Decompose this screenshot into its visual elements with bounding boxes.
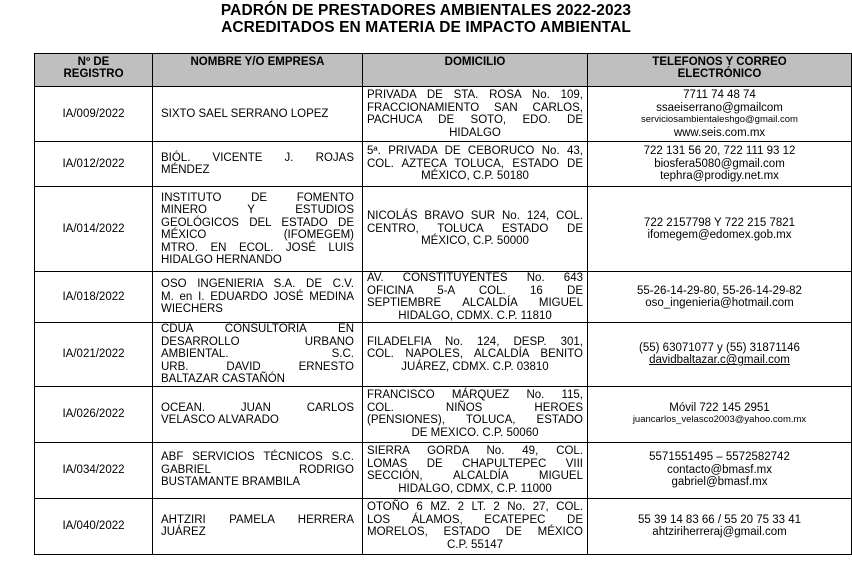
table-row [35,498,852,554]
page-title-line2: ACREDITADOS EN MATERIA DE IMPACTO AMBIENTAL [221,19,631,36]
domicilio-line: PACHUCA DE SOTO, EDO. DE [367,114,583,126]
phone-text: 7711 74 48 74 [683,89,756,101]
registro-cell: IA/014/2022 [35,187,153,272]
nombre-cell [153,87,363,142]
col-header-domicilio: DOMICILIO [363,54,588,87]
email-link[interactable]: biosfera5080@gmail.com [654,157,785,170]
nombre-line: OSO INGENIERIA S.A. DE C.V. [161,278,354,291]
domicilio-line: MORELOS, ESTADO DE MÉXICO [367,526,583,538]
phone-text: 5571551495 – 5572582742 [649,451,790,464]
registro-cell: IA/018/2022 [35,272,153,323]
phone-text: 722 131 56 20, 722 111 93 12 [643,145,796,158]
domicilio-line: 5ª. PRIVADA DE CEBORUCO No. 43, [367,145,583,158]
nombre-line: BALTAZAR CASTAÑÓN [161,373,285,385]
registro-cell: IA/040/2022 [35,498,153,554]
contacto-cell [588,323,852,387]
domicilio-line: JUÁREZ, CDMX. C.P. 03810 [401,360,549,373]
domicilio-line: CENTRO, TOLUCA ESTADO DE [367,222,583,235]
domicilio-line: HIDALGO [449,126,501,139]
nombre-cell [153,442,363,498]
nombre-line: URB. DAVID ERNESTO [161,360,354,373]
registry-table [34,53,852,555]
nombre-line: JUÁREZ [161,526,206,538]
domicilio-line: (PENSIONES), TOLUCA, ESTADO [367,414,583,426]
domicilio-line: COL. AZTECA TOLUCA, ESTADO DE [367,157,583,170]
table-row [35,187,852,272]
registro-cell: IA/026/2022 [35,386,153,442]
table-row [35,442,852,498]
phone-text: (55) 63071077 y (55) 31871146 [639,341,800,354]
nombre-line: VELASCO ALVARADO [161,414,279,426]
domicilio-line: LOS ÁLAMOS, ECATEPEC DE [367,513,583,526]
domicilio-line: PRIVADA DE STA. ROSA No. 109, [367,89,583,101]
domicilio-line: HIDALGO, CDMX. C.P. 11810 [398,309,552,322]
domicilio-cell [363,142,588,187]
nombre-line: BUSTAMANTE BRAMBILA [161,476,301,489]
phone-text: 722 2157798 Y 722 215 7821 [643,216,796,229]
nombre-cell [153,386,363,442]
email-link[interactable]: ifomegem@edomex.gob.mx [647,229,792,241]
nombre-line: INSTITUTO DE FOMENTO [161,191,354,204]
domicilio-line: HIDALGO, CDMX, C.P. 11000 [398,482,552,495]
nombre-cell [153,142,363,187]
domicilio-cell [363,442,588,498]
domicilio-line: SECCIÓN, ALCALDÍA MIGUEL [367,470,583,482]
email-link[interactable]: davidbaltazar.c@gmail.com [649,354,790,367]
col-header-registro: Nº DE REGISTRO [35,54,153,87]
registro-cell: IA/034/2022 [35,442,153,498]
nombre-line: MINERO Y ESTUDIOS [161,204,354,216]
contacto-cell [588,272,852,323]
domicilio-line: SIERRA GORDA No. 49, COL. [367,445,583,457]
domicilio-line: FILADELFIA No. 124, DESP. 301, [367,335,583,348]
contacto-cell [588,87,852,142]
email-link[interactable]: contacto@bmasf.mx [667,463,772,476]
table-row [35,87,852,142]
registro-cell: IA/021/2022 [35,323,153,387]
nombre-line: ABF SERVICIOS TÉCNICOS S.C. [161,451,354,464]
nombre-line: MÉXICO (IFOMEGEM) [161,229,354,241]
table-row [35,142,852,187]
table-header-row [35,54,852,87]
phone-text: 55 39 14 83 66 / 55 20 75 33 41 [637,513,802,526]
contacto-cell [588,386,852,442]
contacto-cell [588,498,852,554]
contacto-cell [588,187,852,272]
col-header-contacto: TELEFONOS Y CORREO ELECTRÓNICO [588,54,852,87]
domicilio-line: FRANCISCO MÁRQUEZ No. 115, [367,389,583,401]
domicilio-line: NICOLÁS BRAVO SUR No. 124, COL. [367,210,583,223]
nombre-line: CDUA CONSULTORÍA EN [161,323,354,335]
nombre-line: SIXTO SAEL SERRANO LOPEZ [161,107,329,120]
domicilio-line: DE MEXICO. C.P. 50060 [411,426,539,439]
table-row [35,323,852,387]
nombre-line: GEOLÓGICOS DEL ESTADO DE [161,216,354,229]
domicilio-cell [363,323,588,387]
domicilio-line: MÉXICO, C.P. 50000 [421,235,529,248]
nombre-line: OCEAN. JUAN CARLOS [161,401,354,414]
nombre-line: AMBIENTAL. S.C. [161,348,354,360]
website-link[interactable]: www.seis.com.mx [673,126,766,139]
registro-cell: IA/009/2022 [35,87,153,142]
col-header-nombre: NOMBRE Y/O EMPRESA [153,54,363,87]
nombre-line: M. en I. EDUARDO JOSÉ MEDINA [161,290,354,303]
email-link[interactable]: tephra@prodigy.net.mx [660,170,779,183]
domicilio-line: AV. CONSTITUYENTES No. 643 [367,272,583,284]
nombre-line: HIDALGO HERNANDO [161,254,282,266]
domicilio-line: SEPTIEMBRE ALCALDÍA MIGUEL [367,297,583,309]
nombre-cell [153,323,363,387]
email-link[interactable]: ahtziriherreraj@gmail.com [652,526,787,538]
nombre-cell [153,187,363,272]
table-row [35,272,852,323]
page-title-line1: PADRÓN DE PRESTADORES AMBIENTALES 2022-2023 [220,2,632,19]
nombre-line: WIECHERS [161,303,223,316]
domicilio-cell [363,386,588,442]
contacto-cell [588,442,852,498]
domicilio-line: OFICINA 5-A COL. 16 DE [367,284,583,297]
domicilio-line: FRACCIONAMIENTO SAN CARLOS, [367,101,583,114]
email-link[interactable]: gabriel@bmasf.mx [671,476,768,489]
phone-text: 55-26-14-29-80, 55-26-14-29-82 [637,284,802,297]
nombre-line: MÉNDEZ [161,164,210,176]
nombre-line: BIÓL. VICENTE J. ROJAS [161,151,354,164]
contacto-cell [588,142,852,187]
domicilio-line: OTOÑO 6 MZ. 2 LT. 2 No. 27, COL. [367,501,583,513]
domicilio-line: COL. NIÑOS HEROES [367,401,583,414]
domicilio-cell [363,87,588,142]
nombre-line: AHTZIRI PAMELA HERRERA [161,513,354,526]
email-link[interactable]: juancarlos_velasco2003@yahoo.com.mx [632,414,807,425]
domicilio-line: LOMAS DE CHAPULTEPEC VIII [367,457,583,470]
domicilio-cell [363,498,588,554]
email-link[interactable]: ssaeiserrano@gmailcom [656,101,783,114]
domicilio-line: C.P. 55147 [446,538,504,551]
nombre-line: GABRIEL RODRIGO [161,463,354,476]
domicilio-cell [363,272,588,323]
email-link[interactable]: oso_ingenieria@hotmail.com [645,297,794,309]
domicilio-line: COL. NAPOLES, ALCALDÍA BENITO [367,348,583,360]
email-link[interactable]: serviciosambientaleshgo@gmail.com [641,114,798,125]
nombre-line: MTRO. EN ECOL. JOSÉ LUIS [161,241,354,254]
domicilio-line: MÉXICO, C.P. 50180 [421,170,529,183]
nombre-cell [153,272,363,323]
table-row [35,386,852,442]
registro-cell: IA/012/2022 [35,142,153,187]
phone-text: Móvil 722 145 2951 [669,401,770,414]
nombre-cell [153,498,363,554]
domicilio-cell [363,187,588,272]
nombre-line: DESARROLLO URBANO [161,335,354,348]
